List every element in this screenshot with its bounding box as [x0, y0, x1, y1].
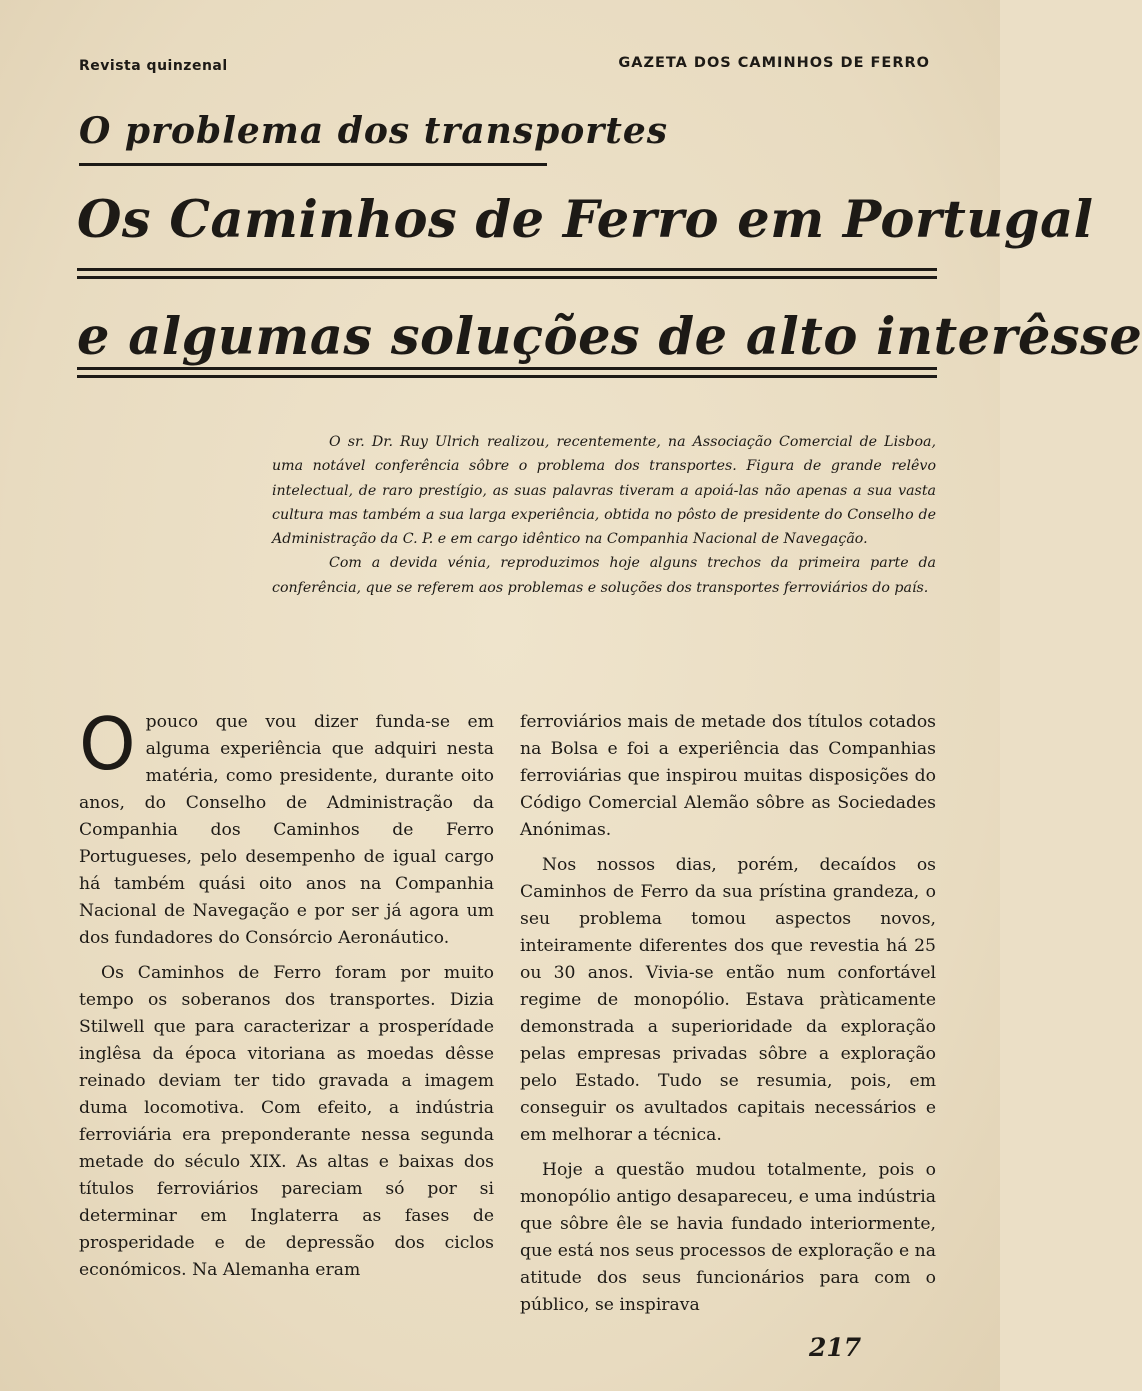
lead-text-1: O sr. Dr. Ruy Ulrich realizou, recentemente, na Associação Comercial de Lisboa, uma notável conferência sôbre o problema dos transportes. Figura de grande relêvo intelectual, de raro prestígio, as suas palavras tiveram a apoiá-las não apenas a sua vasta cultura mas também a sua larga experiência, obtida no pôsto de presidente do Conselho de Administração da C. P. e em cargo idêntico na Companhia Nacional de Navegação.: [272, 434, 936, 548]
body-paragraph-4: Hoje a questão mudou totalmente, pois o monopólio antigo desapareceu, e uma indústria que sôbre êle se havia fundado interiormente, que está nos seus processos de exploração e na atitude dos seus funcionários para com o público, se inspirava: [520, 1160, 936, 1315]
body-paragraph-3: Nos nossos dias, porém, decaídos os Caminhos de Ferro da sua prístina grandeza, o seu problema tomou aspectos novos, inteiramente diferentes dos que revestia há 25 ou 30 anos. Vivia-se então num confortável regime de monopólio. Estava pràticamente demonstrada a superioridade da exploração pelas empresas privadas sôbre a exploração pelo Estado. Tudo se resumia, pois, em conseguir os avultados capitais necessários e em melhorar a técnica.: [520, 855, 936, 1145]
page-number: 217: [809, 1333, 862, 1362]
kicker-underline: [79, 163, 547, 166]
running-header-right: GAZETA DOS CAMINHOS DE FERRO: [618, 55, 930, 71]
headline-rule-bottom-2: [77, 375, 937, 378]
body-column-1: [79, 702, 494, 1292]
body-paragraph-1-text: pouco que vou dizer funda-se em alguma experiência que adquiri nesta matéria, como presidente, durante oito anos, do Conselho de Administração da Companhia dos Caminhos de Ferro Portugueses, pelo desempenho de igual cargo há também quási oito anos na Companhia Nacional de Navegação e por ser já agora um dos fundadores do Consórcio Aeronáutico.: [79, 712, 494, 948]
headline-line-2: e algumas soluções de alto interêsse: [77, 307, 1142, 367]
body-paragraph-1: [79, 702, 494, 952]
body-paragraph-2: Os Caminhos de Ferro foram por muito tempo os soberanos dos transportes. Dizia Stilwell que para caracterizar a prosperídade inglêsa da época vitoriana as moedas dêsse reinado deviam ter tido gravada a imagem duma locomotiva. Com efeito, a indústria ferroviária era preponderante nessa segunda metade do século XIX. As altas e baixas dos títulos ferroviários pareciam só por si determinar em Inglaterra as fases de prosperidade e de depressão dos ciclos económicos. Na Alemanha eram: [79, 963, 494, 1280]
section-kicker: O problema dos transportes: [79, 110, 669, 152]
running-header-left: Revista quinzenal: [79, 58, 228, 74]
lead-text-2: Com a devida vénia, reproduzimos hoje alguns trechos da primeira parte da conferência, que se referem aos problemas e soluções dos transportes ferroviários do país.: [272, 555, 936, 596]
headline-rule-top-2: [77, 276, 937, 279]
headline-rule-bottom-1: [77, 367, 937, 370]
drop-cap: O: [79, 702, 136, 786]
headline-line-1: Os Caminhos de Ferro em Portugal: [77, 190, 1094, 250]
headline-rule-top-1: [77, 268, 937, 271]
body-paragraph-2-continued: ferroviários mais de metade dos títulos cotados na Bolsa e foi a experiência das Companhias ferroviárias que inspirou muitas disposições do Código Comercial Alemão sôbre as Sociedades Anónimas.: [520, 712, 936, 840]
lead-paragraph: [272, 430, 936, 600]
body-column-2: [520, 709, 936, 1327]
